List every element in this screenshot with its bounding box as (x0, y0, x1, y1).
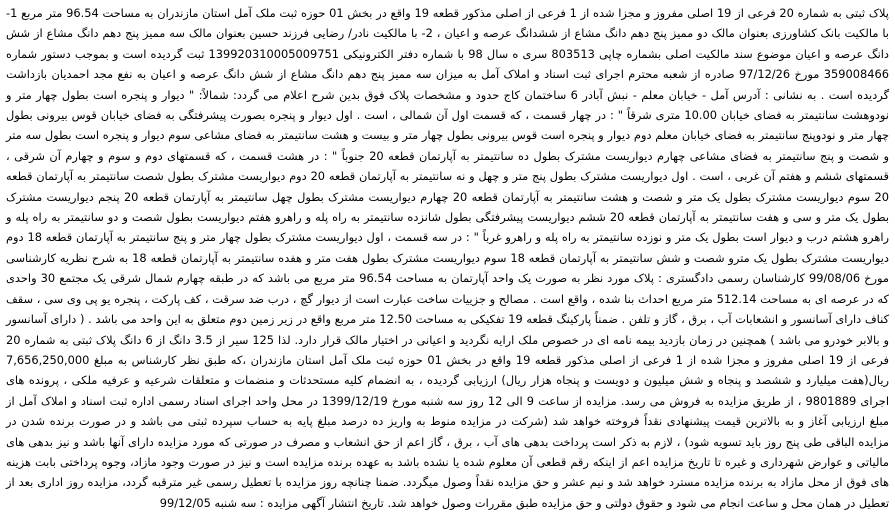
notice-body: پلاک ثبتی به شماره 20 فرعی از 19 اصلی مفروز و مجزا شده از 1 فرعی از اصلی مذکور قطعه 19 واقع در بخش 01 حوزه ثبت ملک آمل استان مازندران به مساحت 96.54 متر مربع 1- با مالکیت بانک کشاورزی بعنوان مالک دو ممیز پنج دهم دانگ مشاع از ششدانگ عرصه و اعیان ، 2- با مالکیت نادر/ رضایی فرزند حسین بعنوان مالک سه ممیز پنج دهم دانگ مشاع از شش دانگ عرصه و اعیان موضوع سند مالکیت اصلی بشماره چاپی 803513 سری ه سال 98 با شماره دفتر الکترونیکی 139920310005009751 ثبت گردیده است و بموجب دستور شماره 359008466 مورخ 97/12/26 صادره از شعبه محترم اجرای ثبت اسناد و املاک آمل به میزان سه ممیز پنج دهم دانگ مشاع از شش دانگ عرصه و اعیان به نفع مجد احمدیان بازداشت گردیده است . به نشانی : آدرس آمل - خیابان معلم - نبش آبادر 6 ساختمان کاج حدود و مشخصات پلاک فوق بدین شرح اعلام می گردد: شمالاً: " دیوار و پنجره است بطول چهار متر و نودوهشت سانتیمتر به فضای خیابان 10.00 متری شرقاً " : در چهار قسمت ، که قسمت اول آن شمالی ، است . اول دیوار و پنجره بصورت پیشرفتگی به فضای خیابان قوس بیرونی بطول چهار متر و نودوپنج سانتیمتر به فضای خیابان معلم دوم دیوار و پنجره است قوس بیرونی بطول چهار متر و بیست و هشت سانتیمتر به فضای مشاعی سوم دیوار و پنجره است بطول سه متر و شصت و پنج سانتیمتر به فضای مشاعی چهارم دیواریست مشترک بطول ده سانتیمتر به آپارتمان قطعه 20 جنوباً " : در هشت قسمت ، که قسمتهای دوم و سوم و چهارم آن شرقی ، قسمتهای ششم و هفتم آن غربی ، است . اول دیواریست مشترک بطول پنج متر و چهل و نه سانتیمتر به آپارتمان قطعه 20 دوم دیواریست مشترک بطول شصت سانتیمتر به آپارتمان قطعه 20 سوم دیواریست مشترک بطول یک متر و شصت و هشت سانتیمتر به آپارتمان قطعه 20 چهارم دیواریست مشترک بطول چهل سانتیمتر به آپارتمان قطعه 20 پنجم دیواریست مشترک بطول یک متر و سی و هفت سانتیمتر به آپارتمان قطعه 20 ششم دیواریست پیشرفتگی بطول شانزده سانتیمتر به راه پله و راهرو هفتم دیواریست بطول شصت و دو سانتیمتر به راه پله و راهرو هشتم درب و دیوار است بطول یک متر و نوزده سانتیمتر به راه پله و راهرو غرباً " : در سه قسمت ، اول دیواریست مشترک بطول چهار متر و پنج سانتیمتر به آپارتمان قطعه 18 دوم دیواریست مشترک بطول یک مترو شصت و شش سانتیمتر به آپارتمان قطعه 18 سوم دیواریست مشترک بطول هفت متر و هفده سانتیمتر به آپارتمان قطعه 18 به شرح نظریه کارشناسی مورخ 99/08/06 کارشناسان رسمی دادگستری : پلاک مورد نظر به صورت یک واحد آپارتمان به مساحت 96.54 متر مربع می باشد که در طبقه چهارم شمال شرقی یک مجتمع 30 واحدی که در عرصه ای به مساحت 512.14 متر مربع احداث بنا شده ، واقع است . مصالح و جزییات ساخت عبارت است از دیوار گچ ، درب ضد سرقت ، کف پارکت ، پنجره یو پی وی سی ، سقف کناف دارای آسانسور و انشعابات آب ، برق ، گاز و تلفن . ضمناً پارکینگ قطعه 19 تفکیکی به مساحت 12.50 متر مربع واقع در زیر زمین دوم متعلق به این واحد می باشد . ( دارای آسانسور و بالابر خودرو می باشد ) همچنین در زمان بازدید بیمه نامه ای در خصوص ملک ارایه نگردید و اعیانی در اختیار مالک قرار دارد. لذا 125 سیر از 3.5 دانگ از 6 دانگ پلاک ثبتی به شماره 20 فرعی از 19 اصلی مفروز و مجزا شده از 1 فرعی از اصلی مذکور قطعه 19 واقع در بخش 01 حوزه ثبت ملک آمل استان مازندران ،که طبق نظر کارشناس به مبلغ 7,656,250,000 ریال(هفت میلیارد و ششصد و پنجاه و شش میلیون و دویست و پنجاه هزار ریال) ارزیابی گردیده ، به انضمام کلیه مستحدثات و منضمات و متعلقات شرعیه و عرفیه ملکی ، پرونده های اجرای 9801889 ، از طریق مزایده به فروش می رسد. مزایده از ساعت 9 الی 12 روز سه شنبه مورخ 1399/12/19 در محل واحد اجرای اسناد رسمی اداره ثبت اسناد و املاک آمل از مبلغ ارزیابی آغاز و به بالاترین قیمت پیشنهادی نقداً فروخته خواهد شد (شرکت در مزایده منوط به واریز ده درصد مبلغ پایه به حساب سپرده ثبتی می باشد و در صورت برنده شدن در مزایده الباقی طی پنج روز باید تسویه شود) ، لازم به ذکر است پرداخت بدهی های آب ، برق ، گاز اعم از حق انشعاب و مصرف در صورتی که مورد مزایده دارای آنها باشد و نیز بدهی های مالیاتی و عوارض شهرداری و غیره تا تاریخ مزایده اعم از اینکه رقم قطعی آن معلوم شده یا نشده باشد به عهده برنده مزایده است و نیز در صورت وجود مازاد، وجوه پرداختی بابت هزینه های فوق از محل مازاد به برنده مزایده مسترد خواهد شد و نیم عشر و حق مزایده نقداً وصول میگردد. ضمنا چنانچه روز مزایده با تعطیل رسمی غیر مترقبه گردد، مزایده روز اداری بعد از تعطیل در همان محل و ساعت انجام می شود و حقوق دولتی و حق مزایده طبق مقررات وصول خواهد شد. تاریخ انتشار آگهی مزایده : سه شنبه 99/12/05 (6, 6, 890, 510)
